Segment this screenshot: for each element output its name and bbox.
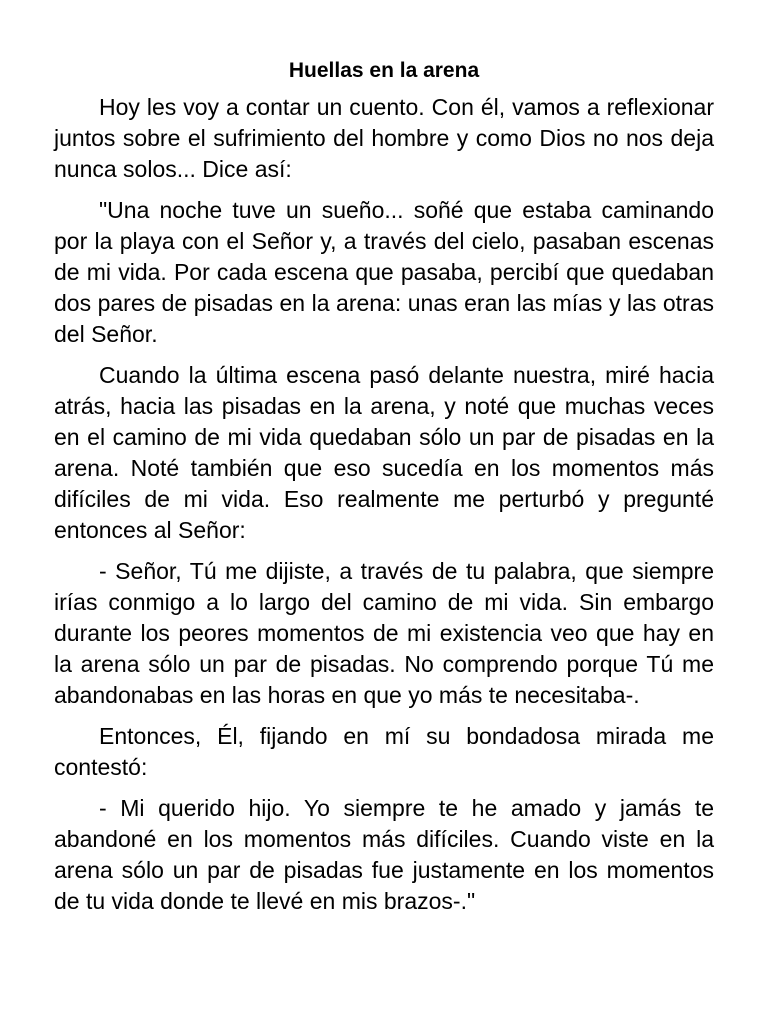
paragraph-intro: Hoy les voy a contar un cuento. Con él, vamos a reflexionar juntos sobre el sufrimiento del hombre y como Dios no nos deja nunca solos... Dice así: xyxy=(54,94,714,182)
paragraph-answer: - Mi querido hijo. Yo siempre te he amado y jamás te abandoné en los momentos más difíciles. Cuando viste en la arena sólo un par de pisadas fue justamente en los momentos de tu vida donde te llevé en mis brazos-." xyxy=(54,795,714,914)
document-title: Huellas en la arena xyxy=(288,59,480,82)
paragraph-dream: "Una noche tuve un sueño... soñé que estaba caminando por la playa con el Señor y, a través del cielo, pasaban escenas de mi vida. Por cada escena que pasaba, percibí que quedaban dos pares de pisadas en la arena: unas eran las mías y las otras del Señor. xyxy=(54,197,714,347)
document-page xyxy=(54,56,714,927)
paragraph-last-scene: Cuando la última escena pasó delante nuestra, miré hacia atrás, hacia las pisadas en la arena, y noté que muchas veces en el camino de mi vida quedaban sólo un par de pisadas en la arena. Noté también que eso sucedía en los momentos más difíciles de mi vida. Eso realmente me perturbó y pregunté entonces al Señor: xyxy=(54,362,714,543)
paragraph-question: - Señor, Tú me dijiste, a través de tu palabra, que siempre irías conmigo a lo largo del camino de mi vida. Sin embargo durante los peores momentos de mi existencia veo que hay en la arena sólo un par de pisadas. No comprendo porque Tú me abandonabas en las horas en que yo más te necesitaba-. xyxy=(54,558,714,708)
paragraph-answer-intro: Entonces, Él, fijando en mí su bondadosa mirada me contestó: xyxy=(54,723,714,780)
